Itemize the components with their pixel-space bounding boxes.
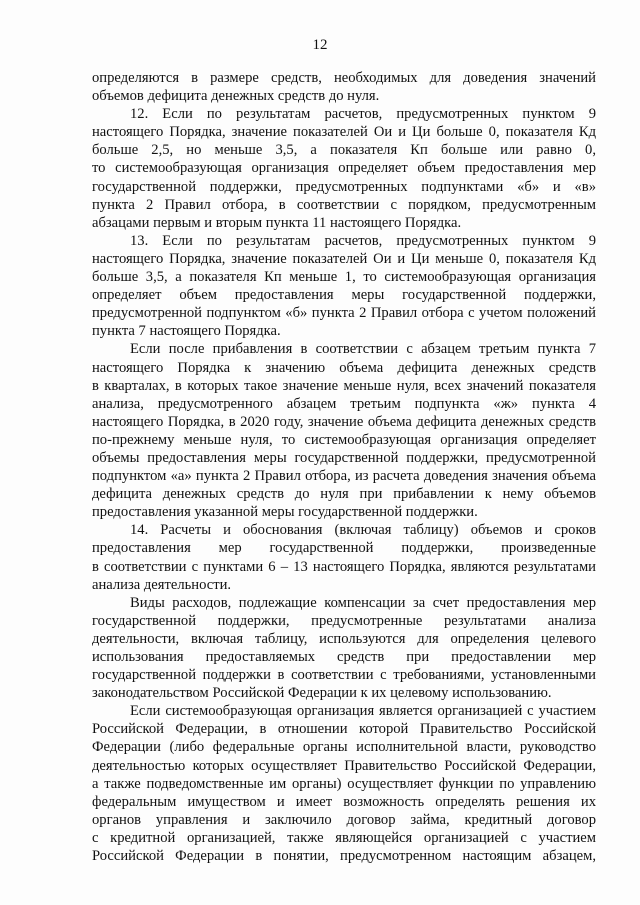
text-line: предоставления мер государственной поддержки, произведенные [92, 540, 596, 557]
text-line: Федерации (либо федеральные органы исполнительной власти, руководство [92, 739, 596, 756]
text-line: дефицита денежных средств до нуля при прибавлении к нему объемов [92, 486, 596, 503]
text-line: а также подведомственные им органы) осуществляет функции по управлению [92, 775, 596, 792]
text-line: деятельности, включая таблицу, используются для определения целевого [92, 630, 596, 647]
text-line: пункта 2 Правил отбора, в соответствии с порядком, предусмотренным [92, 196, 596, 213]
text-line: государственной поддержки, предусмотренные результатами анализа [92, 612, 596, 629]
text-line: в соответствии с пунктами 6 – 13 настоящего Порядка, являются результатами [92, 558, 596, 575]
paragraph [92, 702, 596, 865]
text-line: государственной поддержки в соответствии с требованиями, установленными [92, 667, 596, 684]
text-line: Если системообразующая организация является организацией с участием [130, 703, 596, 720]
text-line: с кредитной организацией, также являющейся организацией с участием [92, 829, 596, 846]
text-line: пункта 7 настоящего Порядка. [92, 323, 281, 340]
text-line: предусмотренной подпунктом «б» пункта 2 Правил отбора с учетом положений [92, 305, 596, 322]
text-line: Виды расходов, подлежащие компенсации за счет предоставления мер [130, 594, 596, 611]
paragraph [92, 521, 596, 593]
text-line: предоставления указанной меры государственной поддержки. [92, 504, 478, 521]
text-line: настоящего Порядка к значению объема дефицита денежных средств [92, 359, 596, 376]
text-line: 14. Расчеты и обоснования (включая таблицу) объемов и сроков [130, 522, 596, 539]
paragraph [92, 69, 596, 105]
page-number: 12 [312, 37, 328, 53]
text-line: абзацами первым и вторым пункта 11 настоящего Порядка. [92, 214, 462, 231]
text-line: законодательством Российской Федерации к их целевому использованию. [92, 685, 552, 702]
text-line: в кварталах, в которых такое значение меньше нуля, всех значений показателя [92, 377, 596, 394]
text-line: определяются в размере средств, необходимых для доведения значений [92, 70, 596, 86]
paragraph [92, 232, 596, 341]
text-line: настоящего Порядка, в 2020 году, значение объема дефицита денежных средств [92, 413, 596, 430]
text-line: деятельностью которых осуществляет Правительство Российской Федерации, [92, 757, 596, 774]
text-line: анализа, предусмотренного абзацем третьим подпункта «ж» пункта 4 [92, 395, 596, 412]
text-line: больше 2,5, но меньше 3,5, а показателя Кп больше или равно 0, [92, 142, 596, 159]
text-line: Если после прибавления в соответствии с абзацем третьим пункта 7 [130, 341, 596, 358]
text-line: использования предоставляемых средств при предоставлении мер [92, 649, 596, 665]
text-line: определяет объем предоставления меры государственной поддержки, [92, 287, 596, 304]
text-line: Российской Федерации, в отношении которой Правительство Российской [92, 721, 596, 738]
text-line: объемы предоставления меры государственной поддержки, предусмотренной [92, 449, 596, 466]
text-line: объемов дефицита денежных средств до нуля. [92, 88, 380, 105]
text-line: больше 3,5, а показателя Кп меньше 1, то системообразующая организация [92, 269, 596, 286]
text-line: анализа деятельности. [92, 576, 232, 593]
text-line: 13. Если по результатам расчетов, предусмотренных пунктом 9 [130, 232, 596, 249]
paragraph [92, 340, 596, 521]
text-line: то системообразующая организация определяет объем предоставления мер [92, 160, 596, 177]
text-line: 12. Если по результатам расчетов, предусмотренных пунктом 9 [130, 106, 596, 123]
document-body [92, 69, 596, 865]
text-line: Российской Федерации в понятии, предусмотренном настоящим абзацем, [92, 848, 596, 865]
paragraph [92, 105, 596, 232]
text-line: органов управления и заключило договор займа, кредитный договор [92, 811, 596, 828]
text-line: подпунктом «а» пункта 2 Правил отбора, из расчета доведения значения объема [92, 468, 596, 485]
text-line: государственной поддержки, предусмотренных подпунктами «б» и «в» [92, 178, 596, 195]
text-line: настоящего Порядка, значение показателей Ои и Ци меньше 0, показателя Кд [92, 250, 596, 267]
text-line: федеральным имуществом и имеет возможность определять решения их [92, 793, 596, 810]
text-line: настоящего Порядка, значение показателей Ои и Ци больше 0, показателя Кд [92, 124, 596, 141]
paragraph [92, 594, 596, 703]
text-line: по-прежнему меньше нуля, то системообразующая организация определяет [92, 431, 596, 448]
